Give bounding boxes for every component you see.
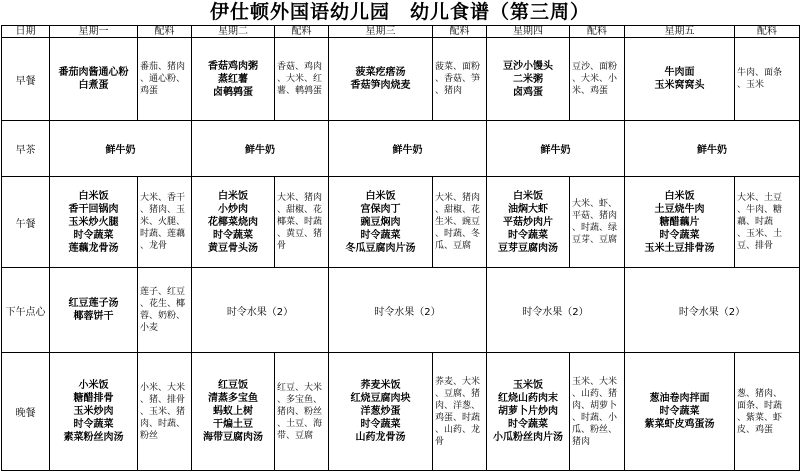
breakfast-menu-thu-line: 二米粥 bbox=[513, 73, 543, 85]
lunch-menu-tue-line: 花椰菜烧肉 bbox=[208, 216, 258, 228]
morning-tea-row bbox=[2, 121, 800, 177]
header-thu: 星期四 bbox=[487, 26, 570, 38]
afternoon-menu-mon bbox=[50, 268, 138, 353]
breakfast-menu-mon-line: 番茄肉酱通心粉 bbox=[58, 67, 129, 78]
dinner-ingredients-wed-line: 荞麦、大米 bbox=[435, 376, 481, 387]
afternoon-ingredients-mon-line: 蓉、奶粉、 bbox=[140, 311, 186, 321]
breakfast-menu-wed bbox=[329, 38, 433, 121]
afternoon-label: 下午点心 bbox=[2, 268, 50, 353]
dinner-ingredients-mon-line: 肉、时蔬、 bbox=[140, 418, 186, 429]
breakfast-menu-thu-line: 豆沙小馒头 bbox=[503, 60, 553, 72]
page-title: 伊仕顿外国语幼儿园 幼儿食谱（第三周） bbox=[209, 1, 590, 23]
dinner-menu-mon bbox=[50, 353, 138, 471]
afternoon-fruit-fri: 时令水果（2） bbox=[625, 268, 800, 353]
dinner-menu-mon-line: 玉米炒肉 bbox=[73, 406, 114, 417]
header-tue: 星期二 bbox=[192, 26, 275, 38]
lunch-menu-wed-line: 豌豆焖肉 bbox=[360, 216, 401, 228]
lunch-menu-wed bbox=[329, 177, 433, 268]
lunch-menu-mon-line: 莲藕龙骨汤 bbox=[68, 242, 119, 254]
morning-tea-mon: 鲜牛奶 bbox=[50, 121, 192, 177]
dinner-ingredients-mon-line: 粉丝 bbox=[140, 430, 159, 441]
header-ing-mon: 配料 bbox=[138, 26, 192, 38]
breakfast-ingredients-tue bbox=[275, 38, 329, 121]
lunch-ingredients-fri-line: 、牛肉、糖 bbox=[737, 205, 783, 215]
lunch-ingredients-mon-line: 米、火腿、 bbox=[140, 217, 186, 227]
dinner-menu-thu-line: 时令蔬菜 bbox=[508, 419, 548, 430]
lunch-ingredients-mon bbox=[138, 177, 192, 268]
menu-table bbox=[1, 25, 800, 471]
dinner-ingredients-thu-line: 玉米、大米 bbox=[572, 376, 618, 387]
dinner-menu-tue bbox=[192, 353, 275, 471]
lunch-menu-tue bbox=[192, 177, 275, 268]
breakfast-ingredients-tue-line: 薯、鹌鹑蛋 bbox=[277, 86, 323, 96]
lunch-menu-tue-line: 小炒肉 bbox=[218, 203, 248, 215]
lunch-ingredients-tue-line: 、黄豆、猪 bbox=[277, 229, 323, 239]
dinner-ingredients-wed-line: 鸡蛋、时蔬 bbox=[435, 412, 481, 423]
header-ing-tue: 配料 bbox=[275, 26, 329, 38]
dinner-ingredients-wed-line: 、山药、龙 bbox=[435, 424, 481, 435]
morning-tea-tue: 鲜牛奶 bbox=[192, 121, 329, 177]
dinner-ingredients-mon-line: 、玉米、猪 bbox=[140, 406, 186, 417]
dinner-ingredients-mon bbox=[138, 353, 192, 471]
breakfast-ingredients-thu bbox=[570, 38, 625, 121]
afternoon-fruit-thu: 时令水果（2） bbox=[487, 268, 625, 353]
breakfast-menu-thu bbox=[487, 38, 570, 121]
breakfast-menu-fri-line: 牛肉面 bbox=[664, 67, 695, 78]
breakfast-menu-tue-line: 香菇鸡肉粥 bbox=[208, 60, 258, 72]
lunch-menu-fri-line: 玉米土豆排骨汤 bbox=[644, 242, 715, 254]
breakfast-ingredients-thu-line: 、大米、小 bbox=[572, 74, 618, 84]
afternoon-ingredients-mon-line: 小麦 bbox=[140, 323, 159, 333]
afternoon-row bbox=[2, 268, 800, 353]
dinner-ingredients-fri-line: 葱、猪肉、 bbox=[737, 388, 783, 399]
lunch-menu-tue-line: 黄豆骨头汤 bbox=[208, 242, 258, 254]
lunch-menu-fri-line: 糖醋藕片 bbox=[659, 216, 700, 228]
lunch-ingredients-wed-line: 生米、豌豆 bbox=[435, 217, 481, 227]
header-ing-thu: 配料 bbox=[570, 26, 625, 38]
lunch-ingredients-fri-line: 大米、土豆 bbox=[737, 193, 783, 203]
lunch-label: 午餐 bbox=[2, 177, 50, 268]
lunch-menu-wed-line: 宫保肉丁 bbox=[360, 203, 401, 215]
lunch-ingredients-fri bbox=[735, 177, 800, 268]
dinner-ingredients-tue-line: 带、豆腐 bbox=[277, 430, 314, 441]
dinner-menu-thu bbox=[487, 353, 570, 471]
afternoon-menu-mon-line: 红豆莲子汤 bbox=[68, 298, 119, 309]
dinner-ingredients-thu-line: 肉、胡萝卜 bbox=[572, 400, 618, 411]
dinner-ingredients-fri-line: 面条、时蔬 bbox=[737, 400, 783, 411]
lunch-ingredients-wed bbox=[433, 177, 487, 268]
dinner-ingredients-fri-line: 皮、鸡蛋 bbox=[737, 424, 774, 435]
lunch-ingredients-wed-line: 大米、猪肉 bbox=[435, 193, 481, 203]
dinner-menu-tue-line: 海带豆腐肉汤 bbox=[203, 432, 263, 443]
dinner-menu-mon-line: 素菜粉丝肉汤 bbox=[63, 432, 124, 443]
dinner-row bbox=[2, 353, 800, 471]
breakfast-ingredients-mon-line: 番茄、猪肉 bbox=[140, 62, 186, 72]
lunch-ingredients-wed-line: 、甜椒、花 bbox=[435, 205, 481, 215]
lunch-ingredients-mon-line: 时蔬、莲藕 bbox=[140, 229, 186, 239]
dinner-menu-wed-line: 山药龙骨汤 bbox=[355, 432, 406, 443]
dinner-menu-fri-line: 葱油卷肉拌面 bbox=[649, 393, 710, 404]
header-row bbox=[2, 26, 800, 38]
breakfast-ingredients-wed-line: 、猪肉 bbox=[435, 86, 463, 96]
lunch-menu-tue-line: 时令蔬菜 bbox=[213, 229, 253, 241]
lunch-menu-fri-line: 时令蔬菜 bbox=[659, 229, 700, 241]
breakfast-row bbox=[2, 38, 800, 121]
lunch-menu-mon-line: 时令蔬菜 bbox=[73, 229, 114, 241]
lunch-ingredients-thu-line: 平菇、猪肉 bbox=[572, 211, 618, 221]
breakfast-ingredients-mon-line: 、通心粉、 bbox=[140, 74, 186, 84]
lunch-menu-thu bbox=[487, 177, 570, 268]
breakfast-ingredients-fri bbox=[735, 38, 800, 121]
header-mon: 星期一 bbox=[50, 26, 138, 38]
breakfast-menu-thu-line: 卤鸡蛋 bbox=[513, 86, 543, 98]
lunch-ingredients-thu-line: 豆芽、豆腐 bbox=[572, 235, 618, 245]
breakfast-menu-tue-line: 蒸红薯 bbox=[218, 73, 248, 85]
dinner-menu-thu-line: 小瓜粉丝肉片汤 bbox=[493, 432, 563, 443]
lunch-menu-thu-line: 白米饭 bbox=[513, 190, 543, 202]
dinner-ingredients-thu-line: 猪肉 bbox=[572, 436, 591, 447]
breakfast-ingredients-wed bbox=[433, 38, 487, 121]
afternoon-menu-mon-line: 椰蓉饼干 bbox=[73, 311, 114, 322]
lunch-ingredients-thu-line: 、时蔬、绿 bbox=[572, 223, 618, 233]
header-wed: 星期三 bbox=[329, 26, 433, 38]
lunch-ingredients-wed-line: 瓜、豆腐 bbox=[435, 241, 472, 251]
dinner-menu-wed-line: 时令蔬菜 bbox=[360, 419, 401, 430]
dinner-ingredients-mon-line: 、猪、排骨 bbox=[140, 394, 186, 405]
dinner-menu-wed-line: 荞麦米饭 bbox=[360, 380, 401, 391]
breakfast-menu-fri bbox=[625, 38, 735, 121]
morning-tea-thu: 鲜牛奶 bbox=[487, 121, 625, 177]
lunch-ingredients-tue-line: 、甜椒、花 bbox=[277, 205, 323, 215]
dinner-menu-wed-line: 洋葱炒蛋 bbox=[360, 406, 401, 417]
lunch-menu-fri-line: 白米饭 bbox=[664, 190, 695, 202]
lunch-ingredients-fri-line: 豆、排骨 bbox=[737, 241, 774, 251]
dinner-ingredients-thu-line: 、山药、猪 bbox=[572, 388, 618, 399]
dinner-ingredients-tue bbox=[275, 353, 329, 471]
breakfast-ingredients-wed-line: 、香菇、笋 bbox=[435, 74, 481, 84]
dinner-menu-fri bbox=[625, 353, 735, 471]
dinner-ingredients-wed-line: 、豆腐、猪 bbox=[435, 388, 481, 399]
lunch-ingredients-tue bbox=[275, 177, 329, 268]
lunch-menu-mon-line: 白米饭 bbox=[78, 190, 109, 202]
lunch-ingredients-mon-line: 、龙骨 bbox=[140, 241, 168, 251]
afternoon-fruit-wed: 时令水果（2） bbox=[329, 268, 487, 353]
dinner-menu-tue-line: 蚂蚁上树 bbox=[213, 406, 253, 417]
lunch-menu-fri-line: 土豆烧牛肉 bbox=[654, 203, 705, 215]
breakfast-ingredients-fri-line: 牛肉、面条 bbox=[737, 68, 783, 78]
dinner-ingredients-thu bbox=[570, 353, 625, 471]
lunch-ingredients-fri-line: 、玉米、土 bbox=[737, 229, 783, 239]
lunch-ingredients-wed-line: 、时蔬、冬 bbox=[435, 229, 481, 239]
dinner-menu-mon-line: 糖醋排骨 bbox=[73, 393, 114, 404]
lunch-menu-thu-line: 时令蔬菜 bbox=[508, 229, 548, 241]
lunch-menu-wed-line: 时令蔬菜 bbox=[360, 229, 401, 241]
breakfast-ingredients-tue-line: 香菇、鸡肉 bbox=[277, 62, 323, 72]
dinner-label: 晚餐 bbox=[2, 353, 50, 471]
morning-tea-wed: 鲜牛奶 bbox=[329, 121, 487, 177]
afternoon-ingredients-mon-line: 莲子、红豆 bbox=[140, 287, 186, 297]
header-fri: 星期五 bbox=[625, 26, 735, 38]
dinner-menu-fri-line: 时令蔬菜 bbox=[659, 406, 700, 417]
lunch-menu-thu-line: 平菇炒肉片 bbox=[503, 216, 553, 228]
lunch-menu-wed-line: 白米饭 bbox=[365, 190, 396, 202]
dinner-menu-thu-line: 玉米饭 bbox=[513, 380, 543, 391]
header-date: 日期 bbox=[2, 26, 50, 38]
breakfast-ingredients-fri-line: 、玉米 bbox=[737, 80, 765, 90]
dinner-ingredients-thu-line: 瓜、粉丝、 bbox=[572, 424, 618, 435]
dinner-menu-mon-line: 小米饭 bbox=[78, 380, 109, 391]
afternoon-ingredients-mon bbox=[138, 268, 192, 353]
dinner-ingredients-wed bbox=[433, 353, 487, 471]
breakfast-menu-fri-line: 玉米窝窝头 bbox=[654, 80, 705, 91]
lunch-menu-wed-line: 冬瓜豆腐肉片汤 bbox=[345, 242, 416, 254]
lunch-ingredients-tue-line: 椰菜、时蔬 bbox=[277, 217, 323, 227]
breakfast-menu-wed-line: 香菇笋肉烧麦 bbox=[350, 80, 411, 91]
lunch-menu-mon-line: 玉米炒火腿 bbox=[68, 216, 119, 228]
lunch-ingredients-tue-line: 大米、猪肉 bbox=[277, 193, 323, 203]
breakfast-label: 早餐 bbox=[2, 38, 50, 121]
dinner-ingredients-tue-line: 猪肉、粉丝 bbox=[277, 406, 323, 417]
lunch-menu-mon bbox=[50, 177, 138, 268]
dinner-ingredients-thu-line: 、时蔬、小 bbox=[572, 412, 618, 423]
dinner-menu-wed-line: 红烧豆腐肉块 bbox=[350, 393, 411, 404]
dinner-menu-tue-line: 干煸土豆 bbox=[213, 419, 253, 430]
breakfast-menu-tue-line: 卤鹌鹑蛋 bbox=[213, 86, 253, 98]
dinner-ingredients-mon-line: 小米、大米 bbox=[140, 382, 186, 393]
afternoon-ingredients-mon-line: 、花生、椰 bbox=[140, 299, 186, 309]
dinner-ingredients-fri bbox=[735, 353, 800, 471]
breakfast-ingredients-wed-line: 菠菜、面粉 bbox=[435, 62, 481, 72]
morning-tea-label: 早茶 bbox=[2, 121, 50, 177]
dinner-menu-wed bbox=[329, 353, 433, 471]
lunch-ingredients-tue-line: 骨 bbox=[277, 241, 287, 251]
lunch-menu-fri bbox=[625, 177, 735, 268]
lunch-menu-thu-line: 油焖大虾 bbox=[508, 203, 548, 215]
dinner-ingredients-wed-line: 肉、洋葱、 bbox=[435, 400, 481, 411]
dinner-ingredients-tue-line: 红豆、大米 bbox=[277, 382, 323, 393]
breakfast-ingredients-thu-line: 米、鸡蛋 bbox=[572, 86, 609, 96]
breakfast-ingredients-tue-line: 、大米、红 bbox=[277, 74, 323, 84]
lunch-menu-mon-line: 香干回锅肉 bbox=[68, 203, 119, 215]
dinner-ingredients-fri-line: 、紫菜、虾 bbox=[737, 412, 783, 423]
lunch-menu-tue-line: 白米饭 bbox=[218, 190, 248, 202]
lunch-ingredients-fri-line: 藕、时蔬 bbox=[737, 217, 774, 227]
breakfast-ingredients-mon bbox=[138, 38, 192, 121]
breakfast-menu-mon-line: 白煮蛋 bbox=[78, 80, 109, 91]
lunch-ingredients-thu bbox=[570, 177, 625, 268]
breakfast-ingredients-thu-line: 豆沙、面粉 bbox=[572, 62, 618, 72]
dinner-ingredients-wed-line: 骨 bbox=[435, 436, 445, 447]
lunch-ingredients-thu-line: 大米、虾、 bbox=[572, 199, 618, 209]
dinner-menu-thu-line: 红烧山药肉末 bbox=[498, 393, 558, 404]
dinner-menu-tue-line: 红豆饭 bbox=[218, 380, 248, 391]
dinner-menu-thu-line: 胡萝卜片炒肉 bbox=[498, 406, 558, 417]
dinner-ingredients-tue-line: 、多宝鱼、 bbox=[277, 394, 323, 405]
morning-tea-fri: 鲜牛奶 bbox=[625, 121, 800, 177]
breakfast-menu-wed-line: 菠菜疙瘩汤 bbox=[355, 67, 406, 78]
lunch-row bbox=[2, 177, 800, 268]
lunch-menu-thu-line: 豆芽豆腐肉汤 bbox=[498, 242, 558, 254]
dinner-menu-mon-line: 时令蔬菜 bbox=[73, 419, 114, 430]
dinner-menu-tue-line: 清蒸多宝鱼 bbox=[208, 393, 258, 404]
lunch-ingredients-mon-line: 大米、香干 bbox=[140, 193, 186, 203]
header-ing-wed: 配料 bbox=[433, 26, 487, 38]
breakfast-menu-mon bbox=[50, 38, 138, 121]
afternoon-fruit-tue: 时令水果（2） bbox=[192, 268, 329, 353]
breakfast-ingredients-mon-line: 鸡蛋 bbox=[140, 86, 159, 96]
dinner-ingredients-tue-line: 、土豆、海 bbox=[277, 418, 323, 429]
breakfast-menu-tue bbox=[192, 38, 275, 121]
header-ing-fri: 配料 bbox=[735, 26, 800, 38]
lunch-ingredients-mon-line: 、猪肉、玉 bbox=[140, 205, 186, 215]
dinner-menu-fri-line: 紫菜虾皮鸡蛋汤 bbox=[644, 419, 715, 430]
